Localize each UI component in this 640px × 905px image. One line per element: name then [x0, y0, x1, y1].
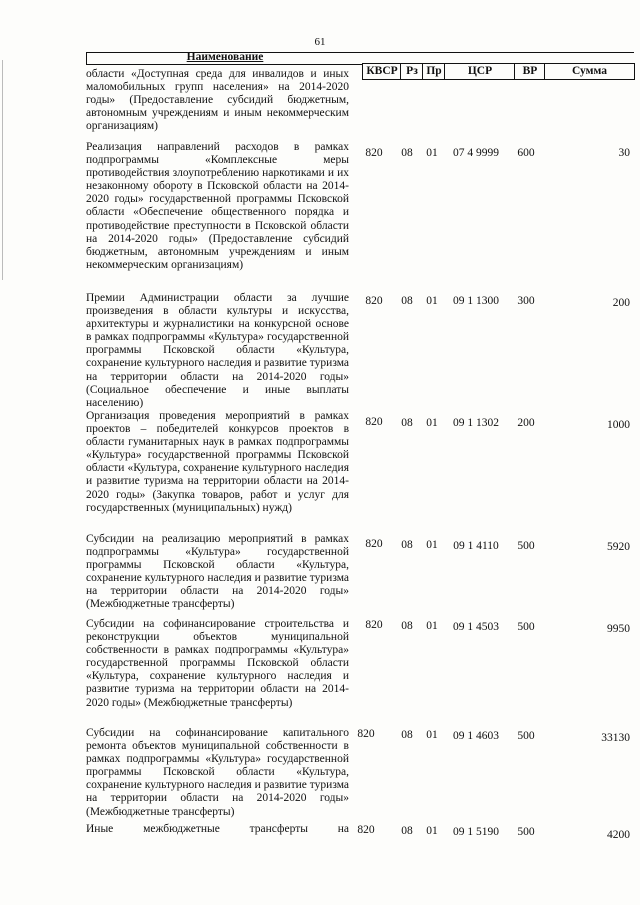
row-kvsr: 820 [365, 147, 383, 159]
row-name: Премии Администрации области за лучшие произведения в области культуры и искусства, архитектуры и журналистики на конкурсной основе в рамках подпрограммы «Культура» государственной программы Псковской области «Культура, сохранение культурного наследия и развитие туризма на территории области на 2014-2020 годы» (Социальное обеспечение и иные выплаты населению) [86, 292, 349, 409]
row-kvsr: 820 [365, 619, 383, 631]
row-csr: 09 1 4110 [453, 540, 499, 552]
header-sum: Сумма [544, 63, 635, 80]
row-vr: 600 [517, 147, 535, 159]
row-name: Субсидии на реализацию мероприятий в рамках подпрограммы «Культура» государственной программы Псковской области «Культура, сохранение культурного наследия и развитие туризма на территории области на 2014-2020 годы» (Межбюджетные трансферты) [86, 533, 349, 611]
row-sum: 4200 [607, 829, 630, 841]
row-name: Организация проведения мероприятий в рамках проектов – победителей конкурсов проектов в области гуманитарных наук в рамках подпрограммы «Культура» государственной программы Псковской области «Культура, сохранение культурного наследия и развитие туризма на территории области на 2014-2020 годы» (Закупка товаров, работ и услуг для государственных (муниципальных) нужд) [86, 410, 349, 514]
row-rz: 08 [401, 295, 413, 307]
row-rz: 08 [401, 620, 413, 632]
row-name: области «Доступная среда для инвалидов и иных маломобильных групп населения» на 2014-2020 годы» (Предоставление субсидий бюджетным, автономным учреждениям и иным некоммерческим организациям) [86, 68, 349, 133]
header-csr: ЦСР [444, 63, 515, 80]
row-sum: 200 [612, 297, 630, 309]
row-kvsr: 820 [357, 728, 375, 740]
page-number: 61 [314, 36, 326, 48]
row-kvsr: 820 [365, 416, 383, 428]
header-vr: ВР [514, 63, 545, 80]
row-csr: 09 1 5190 [453, 826, 499, 838]
row-vr: 500 [517, 540, 535, 552]
header-kvsr: КВСР [362, 63, 401, 80]
row-sum: 9950 [607, 623, 630, 635]
row-name: Субсидии на софинансирование строительства и реконструкции объектов муниципальной собственности в рамках подпрограммы «Культура» государственной программы Псковской области «Культура, сохранение культурного наследия и развитие туризма на территории области на 2014-2020 годы» (Межбюджетные трансферты) [86, 618, 349, 709]
header-name-cell [86, 53, 363, 65]
row-sum: 1000 [607, 419, 630, 431]
row-vr: 200 [517, 417, 535, 429]
row-pr: 01 [426, 147, 438, 159]
row-name: Иные межбюджетные трансферты на [86, 823, 349, 835]
row-rz: 08 [401, 825, 413, 837]
row-pr: 01 [426, 729, 438, 741]
row-rz: 08 [401, 417, 413, 429]
row-pr: 01 [426, 825, 438, 837]
row-sum: 33130 [601, 732, 630, 744]
row-pr: 01 [426, 620, 438, 632]
row-name: Субсидии на софинансирование капитального ремонта объектов муниципальной собственности в рамках подпрограммы «Культура» государственной программы Псковской области «Культура, сохранение культурного наследия и развитие туризма на территории области на 2014-2020 годы» (Межбюджетные трансферты) [86, 727, 349, 818]
row-rz: 08 [401, 539, 413, 551]
row-vr: 300 [517, 295, 535, 307]
row-vr: 500 [517, 730, 535, 742]
row-sum: 30 [618, 147, 630, 159]
row-name: Реализация направлений расходов в рамках подпрограммы «Комплексные меры противодействия злоупотреблению наркотиками и их незаконному обороту в Псковской области на 2014-2020 годы» государственной программы Псковской области «Обеспечение общественного порядка и противодействие преступности в Псковской области на 2014-2020 годы» (Предоставление субсидий бюджетным, автономным учреждениям и иным некоммерческим организациям) [86, 141, 349, 271]
row-kvsr: 820 [365, 538, 383, 550]
row-kvsr: 820 [365, 295, 383, 307]
row-rz: 08 [401, 729, 413, 741]
row-vr: 500 [517, 621, 535, 633]
row-kvsr: 820 [357, 824, 375, 836]
scan-edge-mark [2, 60, 3, 280]
header-pr: Пр [422, 63, 445, 80]
row-csr: 09 1 4603 [453, 730, 499, 742]
row-sum: 5920 [607, 541, 630, 553]
row-csr: 09 1 1300 [453, 295, 499, 307]
header-rz: Рз [400, 63, 423, 80]
row-pr: 01 [426, 295, 438, 307]
header-name: Наименование [186, 51, 264, 63]
row-csr: 09 1 1302 [453, 417, 499, 429]
row-rz: 08 [401, 147, 413, 159]
row-pr: 01 [426, 417, 438, 429]
row-csr: 07 4 9999 [453, 147, 499, 159]
row-pr: 01 [426, 539, 438, 551]
row-csr: 09 1 4503 [453, 621, 499, 633]
row-vr: 500 [517, 826, 535, 838]
